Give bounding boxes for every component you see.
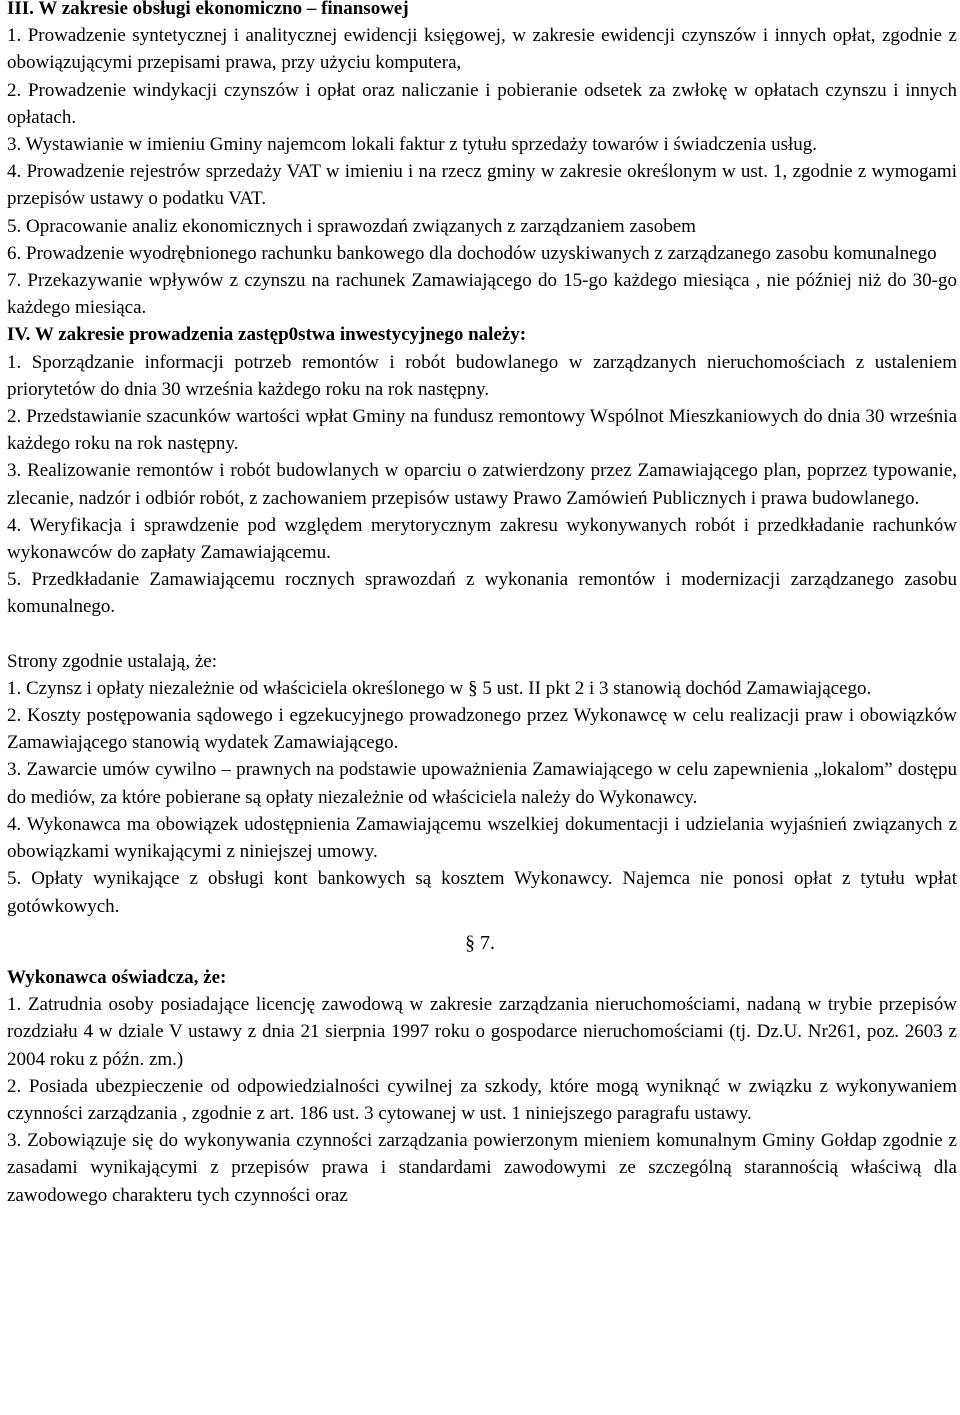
agreement-item-3: 3. Zawarcie umów cywilno – prawnych na podstawie upoważnienia Zamawiającego w celu zapewnienia „lokalom” dostępu do mediów, za które pobierane są opłaty niezależnie od właściciela należy do Wykonawcy. [7, 759, 957, 808]
contractor-item-3: 3. Zobowiązuje się do wykonywania czynności zarządzania powierzonym mieniem komunalnym Gminy Gołdap zgodnie z zasadami wynikającymi z przepisów prawa i standardami zawodowymi ze szczególną starannością właściwą dla zawodowego charakteru tych czynności oraz [7, 1130, 957, 1206]
blank-line [7, 621, 957, 648]
section-4-item-3: 3. Realizowanie remontów i robót budowlanych w oparciu o zatwierdzony przez Zamawiającego plan, poprzez typowanie, zlecanie, nadzór i odbiór robót, z zachowaniem przepisów ustawy Prawo Zamówień Publicznych i prawa budowlanego. [7, 460, 957, 509]
agreement-item-1: 1. Czynsz i opłaty niezależnie od właściciela określonego w § 5 ust. II pkt 2 i 3 stanowią dochód Zamawiającego. [7, 677, 872, 699]
contractor-item-2: 2. Posiada ubezpieczenie od odpowiedzialności cywilnej za szkody, które mogą wyniknąć w związku z wykonywaniem czynności zarządzania , zgodnie z art. 186 ust. 3 cytowanej w ust. 1 niniejszego paragrafu ustawy. [7, 1075, 957, 1124]
agreement-heading: Strony zgodnie ustalają, że: [7, 650, 217, 672]
contractor-item-1: 1. Zatrudnia osoby posiadające licencję zawodową w zakresie zarządzania nieruchomościami, nadaną w trybie przepisów rozdziału 4 w dziale V ustawy z dnia 21 sierpnia 1997 roku o gospodarce nieruchomościami (tj. Dz.U. Nr261, poz. 2603 z 2004 roku z późn. zm.) [7, 994, 957, 1070]
section-4-item-5: 5. Przedkładanie Zamawiającemu rocznych sprawozdań z wykonania remontów i modernizacji zarządzanego zasobu komunalnego. [7, 569, 957, 618]
document-page [7, 0, 957, 1209]
section-3-item-5: 5. Opracowanie analiz ekonomicznych i sprawozdań związanych z zarządzaniem zasobem [7, 215, 696, 237]
paragraph-7-mark: § 7. [465, 931, 495, 954]
section-3-item-3: 3. Wystawianie w imieniu Gminy najemcom lokali faktur z tytułu sprzedaży towarów i świadczenia usług. [7, 134, 818, 156]
section-3-item-6: 6. Prowadzenie wyodrębnionego rachunku bankowego dla dochodów uzyskiwanych z zarządzanego zasobu komunalnego [7, 242, 937, 264]
section-4-item-2: 2. Przedstawianie szacunków wartości wpłat Gminy na fundusz remontowy Wspólnot Mieszkaniowych do dnia 30 września każdego roku na rok następny. [7, 406, 957, 455]
contractor-heading: Wykonawca oświadcza, że: [7, 966, 227, 988]
section-4-heading: IV. W zakresie prowadzenia zastęp0stwa inwestycyjnego należy: [7, 324, 527, 346]
section-3-item-4: 4. Prowadzenie rejestrów sprzedaży VAT w imieniu i na rzecz gminy w zakresie określonym w ust. 1, zgodnie z wymogami przepisów ustawy o podatku VAT. [7, 161, 957, 210]
section-4-item-1: 1. Sporządzanie informacji potrzeb remontów i robót budowlanego w zarządzanych nieruchomościach z ustaleniem priorytetów do dnia 30 września każdego roku na rok następny. [7, 351, 957, 400]
section-3-item-7: 7. Przekazywanie wpływów z czynszu na rachunek Zamawiającego do 15-go każdego miesiąca , nie później niż do 30-go każdego miesiąca. [7, 270, 957, 319]
section-3-item-2: 2. Prowadzenie windykacji czynszów i opłat oraz naliczanie i pobieranie odsetek za zwłokę w opłatach czynszu i innych opłatach. [7, 79, 957, 128]
section-4-item-4: 4. Weryfikacja i sprawdzenie pod względem merytorycznym zakresu wykonywanych robót i przedkładanie rachunków wykonawców do zapłaty Zamawiającemu. [7, 514, 957, 564]
agreement-item-4: 4. Wykonawca ma obowiązek udostępnienia Zamawiającemu wszelkiej dokumentacji i udzielania wyjaśnień związanych z obowiązkami wynikającymi z niniejszej umowy. [7, 813, 957, 863]
section-3-item-1: 1. Prowadzenie syntetycznej i analitycznej ewidencji księgowej, w zakresie ewidencji czynszów i innych opłat, zgodnie z obowiązującymi przepisami prawa, przy użyciu komputera, [7, 25, 957, 74]
agreement-item-2: 2. Koszty postępowania sądowego i egzekucyjnego prowadzonego przez Wykonawcę w celu realizacji praw i obowiązków Zamawiającego stanowią wydatek Zamawiającego. [7, 705, 957, 754]
agreement-item-5: 5. Opłaty wynikające z obsługi kont bankowych są kosztem Wykonawcy. Najemca nie ponosi opłat z tytułu wpłat gotówkowych. [7, 868, 957, 917]
section-3-heading: III. W zakresie obsługi ekonomiczno – finansowej [7, 0, 409, 19]
